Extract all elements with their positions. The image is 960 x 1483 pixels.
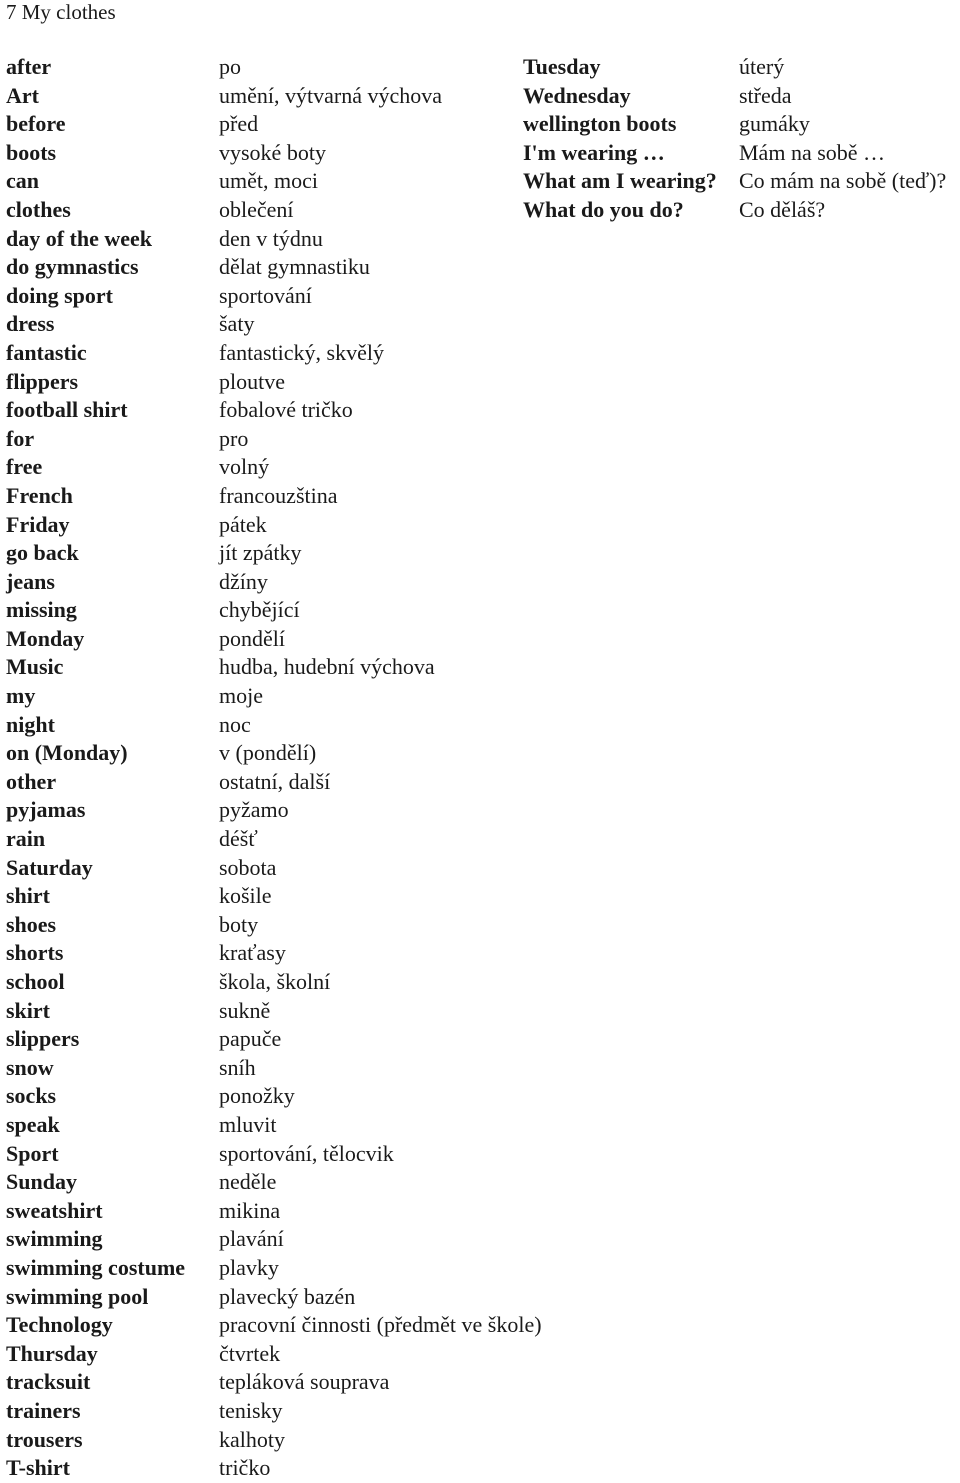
vocab-english-term: skirt [6, 997, 50, 1023]
vocab-english-term: before [6, 111, 66, 137]
vocab-english-term: trousers [6, 1426, 83, 1452]
vocab-english-term: wellington boots [523, 111, 677, 137]
vocab-english-term: missing [6, 597, 77, 623]
vocab-czech-translation: chybějící [219, 597, 300, 623]
vocab-english-term: after [6, 54, 52, 79]
vocab-czech-translation: ostatní, další [219, 768, 331, 794]
vocab-english-term: swimming [6, 1226, 103, 1252]
vocab-english-term: Saturday [6, 854, 93, 880]
vocab-czech-translation: džíny [219, 568, 268, 594]
vocab-czech-translation: sportování [219, 282, 312, 308]
vocab-english-term: night [6, 711, 55, 737]
vocab-czech-translation: oblečení [219, 196, 294, 222]
vocab-czech-translation: dělat gymnastiku [219, 254, 370, 280]
vocab-english-term: pyjamas [6, 797, 86, 823]
vocab-english-term: What am I wearing? [523, 168, 717, 194]
vocab-czech-translation: pátek [219, 511, 267, 537]
vocab-english-term: can [6, 168, 39, 194]
vocab-english-term: swimming costume [6, 1254, 186, 1280]
vocab-czech-translation: plavky [219, 1254, 279, 1280]
vocab-czech-translation: déšť [219, 826, 258, 852]
vocab-english-term: shirt [6, 883, 50, 909]
vocab-czech-translation: fantastický, skvělý [219, 339, 384, 365]
vocab-czech-translation: ponožky [219, 1083, 295, 1109]
vocab-english-term: clothes [6, 196, 71, 222]
vocab-czech-translation: sníh [219, 1054, 256, 1080]
vocab-czech-translation: pondělí [219, 625, 285, 651]
vocab-czech-translation: pracovní činnosti (předmět ve škole) [219, 1312, 542, 1338]
vocab-english-term: French [6, 482, 73, 508]
vocab-english-term: Music [6, 654, 64, 680]
vocab-english-term: boots [6, 139, 57, 165]
vocab-english-term: free [6, 454, 43, 480]
vocab-czech-translation: Co děláš? [739, 196, 826, 222]
vocab-english-term: Art [6, 82, 39, 108]
vocab-czech-translation: úterý [739, 54, 785, 79]
vocab-czech-translation: mikina [219, 1197, 281, 1223]
vocab-english-term: Wednesday [523, 82, 631, 108]
vocab-czech-translation: jít zpátky [219, 540, 302, 566]
vocab-english-term: for [6, 425, 35, 451]
vocab-english-term: my [6, 683, 36, 709]
vocab-czech-translation: mluvit [219, 1111, 277, 1137]
vocab-english-term: jeans [6, 568, 55, 594]
vocab-english-term: rain [6, 826, 46, 852]
vocab-english-term: go back [6, 540, 79, 566]
vocab-czech-translation: moje [219, 683, 263, 709]
vocab-czech-translation: čtvrtek [219, 1340, 281, 1366]
vocab-english-term: dress [6, 311, 55, 337]
vocab-czech-translation: Mám na sobě … [739, 139, 886, 165]
vocab-czech-translation: škola, školní [219, 969, 331, 994]
vocab-english-term: other [6, 768, 57, 794]
vocab-czech-translation: šaty [219, 311, 255, 337]
right-czech-column [739, 53, 946, 225]
vocab-english-term: school [6, 969, 65, 994]
vocab-czech-translation: kalhoty [219, 1426, 285, 1452]
vocab-czech-translation: plavání [219, 1226, 284, 1252]
vocab-czech-translation: Co mám na sobě (teď)? [739, 168, 947, 194]
right-english-column [523, 53, 717, 225]
vocab-czech-translation: pro [219, 425, 249, 451]
vocab-english-term: doing sport [6, 282, 113, 308]
vocab-czech-translation: volný [219, 454, 270, 480]
vocab-czech-translation: francouzština [219, 482, 338, 508]
vocab-czech-translation: vysoké boty [219, 139, 326, 165]
vocab-czech-translation: noc [219, 711, 251, 737]
vocab-czech-translation: papuče [219, 1026, 282, 1052]
vocab-czech-translation: den v týdnu [219, 225, 323, 251]
vocab-czech-translation: hudba, hudební výchova [219, 654, 435, 680]
vocab-czech-translation: pyžamo [219, 797, 289, 823]
vocab-czech-translation: v (pondělí) [219, 740, 317, 766]
vocab-czech-translation: tričko [219, 1455, 271, 1481]
vocab-english-term: football shirt [6, 397, 128, 423]
vocab-english-term: day of the week [6, 225, 153, 251]
vocab-english-term: on (Monday) [6, 740, 128, 766]
vocab-english-term: Thursday [6, 1340, 98, 1366]
vocab-czech-translation: po [219, 54, 241, 79]
vocab-czech-translation: tenisky [219, 1397, 283, 1423]
vocab-english-term: slippers [6, 1026, 80, 1052]
vocab-english-term: sweatshirt [6, 1197, 103, 1223]
vocab-czech-translation: plavecký bazén [219, 1283, 356, 1309]
vocab-english-term: snow [6, 1054, 54, 1080]
vocab-czech-translation: sportování, tělocvik [219, 1140, 394, 1166]
page-title: 7 My clothes [6, 0, 116, 24]
vocab-czech-translation: tepláková souprava [219, 1369, 390, 1395]
vocab-english-term: speak [6, 1111, 60, 1137]
vocab-czech-translation: umět, moci [219, 168, 318, 194]
vocab-english-term: fantastic [6, 339, 87, 365]
vocab-czech-translation: sukně [219, 997, 271, 1023]
vocab-english-term: socks [6, 1083, 57, 1109]
vocab-czech-translation: sobota [219, 854, 277, 880]
vocab-czech-translation: gumáky [739, 111, 810, 137]
vocab-english-term: Monday [6, 625, 85, 651]
vocab-english-term: swimming pool [6, 1283, 149, 1309]
vocab-english-term: Tuesday [523, 54, 601, 79]
vocab-czech-translation: neděle [219, 1169, 277, 1195]
vocab-english-term: Sunday [6, 1169, 77, 1195]
vocab-czech-translation: středa [739, 82, 792, 108]
vocab-czech-translation: před [219, 111, 259, 137]
vocab-czech-translation: fobalové tričko [219, 397, 353, 423]
vocab-english-term: do gymnastics [6, 254, 139, 280]
vocab-english-term: shoes [6, 911, 57, 937]
vocab-english-term: shorts [6, 940, 64, 966]
vocab-english-term: Technology [6, 1312, 113, 1338]
vocab-czech-translation: umění, výtvarná výchova [219, 82, 442, 108]
left-english-column [6, 53, 185, 1483]
vocab-english-term: T-shirt [6, 1455, 70, 1481]
vocab-english-term: Friday [6, 511, 70, 537]
vocab-english-term: tracksuit [6, 1369, 91, 1395]
vocab-czech-translation: košile [219, 883, 272, 909]
vocab-czech-translation: boty [219, 911, 259, 937]
left-czech-column [219, 53, 542, 1483]
vocab-czech-translation: kraťasy [219, 940, 286, 966]
vocab-english-term: trainers [6, 1397, 81, 1423]
vocab-english-term: I'm wearing … [523, 139, 665, 165]
vocab-english-term: What do you do? [523, 196, 684, 222]
vocab-czech-translation: ploutve [219, 368, 285, 394]
vocab-english-term: flippers [6, 368, 79, 394]
vocab-english-term: Sport [6, 1140, 59, 1166]
